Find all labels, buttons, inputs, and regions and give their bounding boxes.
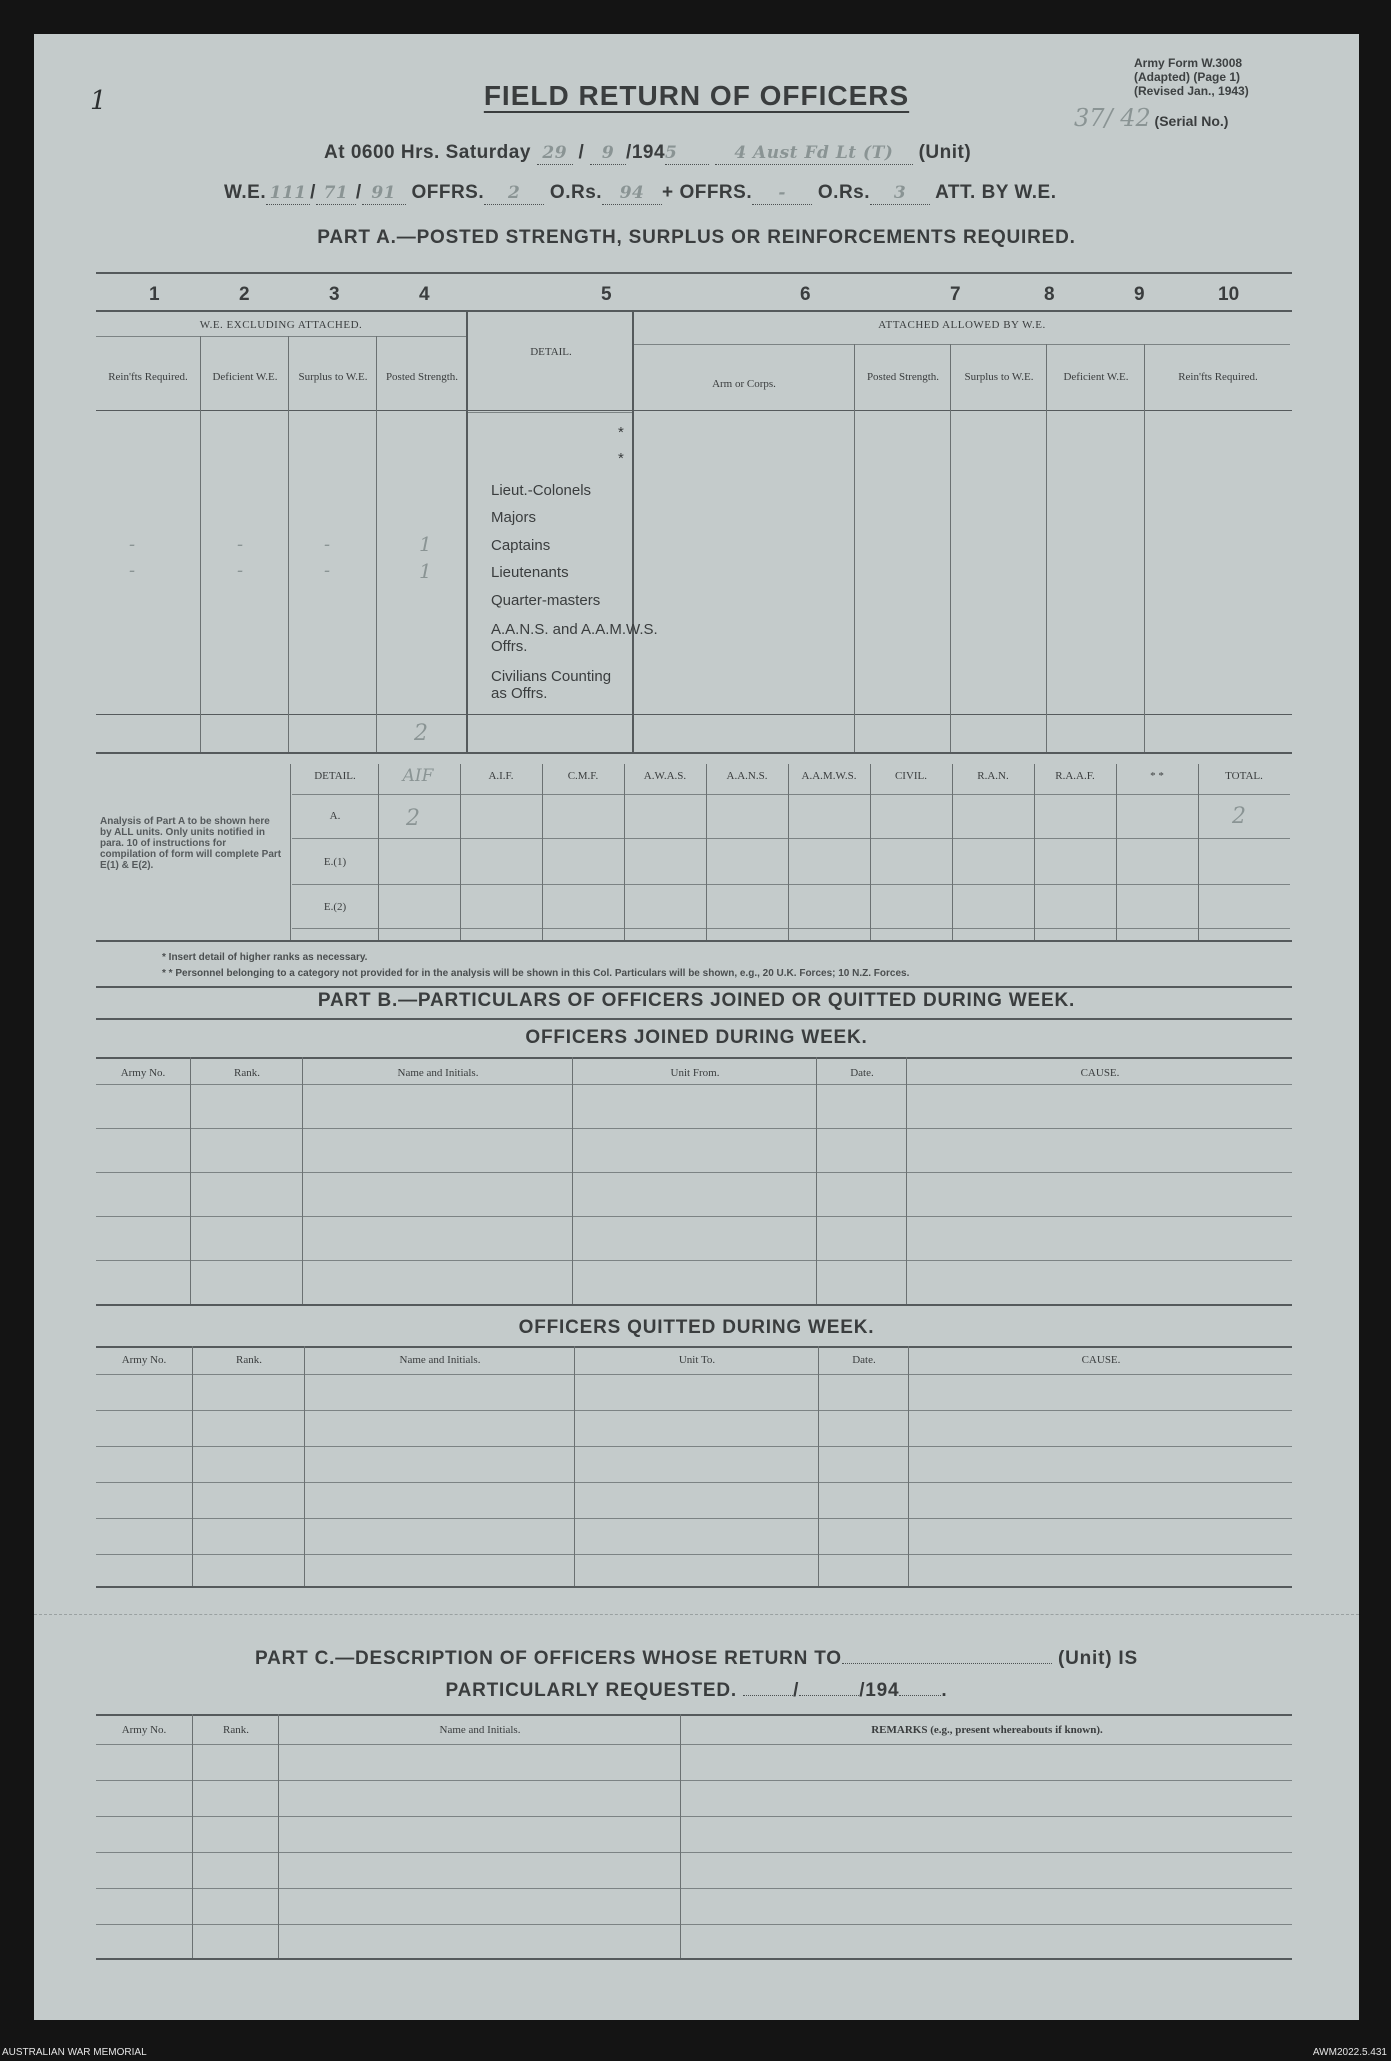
hand-dash-3: - xyxy=(237,534,244,555)
right-col-posted: Posted Strength. xyxy=(866,371,940,383)
hand-dash-1: - xyxy=(129,534,136,555)
rank-quarter-masters: Quarter-masters xyxy=(491,592,601,609)
offrs2-value: - xyxy=(778,183,786,203)
joined-title: OFFICERS JOINED DURING WEEK. xyxy=(525,1027,868,1048)
part-a-title: PART A.—POSTED STRENGTH, SURPLUS OR REINFORCEMENTS REQUIRED. xyxy=(317,227,1076,248)
offrs2-label: OFFRS. xyxy=(679,182,753,203)
serial-handwritten: 37/ 42 xyxy=(1074,104,1151,132)
form-ref-line2: (Adapted) (Page 1) xyxy=(1134,70,1241,84)
date-day: 29 xyxy=(542,143,568,163)
analysis-row-a: A. xyxy=(329,810,341,822)
form-ref-line1: Army Form W.3008 xyxy=(1134,56,1243,70)
analysis-col-aamws: A.A.M.W.S. xyxy=(801,770,857,782)
analysis-col-awas: A.W.A.S. xyxy=(643,770,687,782)
col-num-7: 7 xyxy=(950,284,961,305)
analysis-col-ran: R.A.N. xyxy=(977,770,1009,782)
quitted-col-unit-to: Unit To. xyxy=(678,1354,716,1366)
left-col-surplus: Surplus to W.E. xyxy=(298,371,368,383)
year-digit: 5 xyxy=(665,143,678,163)
joined-col-army-no: Army No. xyxy=(120,1067,166,1079)
offrs-label: OFFRS. xyxy=(411,182,485,203)
analysis-col-detail: DETAIL. xyxy=(314,770,356,782)
hand-posted-total: 2 xyxy=(414,721,428,746)
left-col-reinfts: Rein'fts Required. xyxy=(108,371,188,383)
date-month: 9 xyxy=(601,143,615,163)
unit-label: (Unit) xyxy=(918,142,972,163)
hand-lieutenants-posted: 1 xyxy=(419,559,432,583)
analysis-col-other: * * xyxy=(1150,770,1164,782)
hand-dash-6: - xyxy=(324,560,331,581)
part-c-col-name: Name and Initials. xyxy=(439,1724,521,1736)
col-num-2: 2 xyxy=(239,284,250,305)
part-c-year: /194 xyxy=(859,1680,900,1701)
hand-dash-5: - xyxy=(324,534,331,555)
form-page xyxy=(34,34,1359,2020)
col-num-1: 1 xyxy=(149,284,160,305)
right-col-surplus: Surplus to W.E. xyxy=(964,371,1034,383)
hand-dash-4: - xyxy=(237,560,244,581)
we-value-3: 91 xyxy=(371,183,397,203)
analysis-col-civil: CIVIL. xyxy=(894,770,928,782)
quitted-title: OFFICERS QUITTED DURING WEEK. xyxy=(518,1317,875,1338)
unit-handwritten: 4 Aust Fd Lt (T) xyxy=(734,143,894,163)
footer-right: AWM2022.5.431 xyxy=(1312,2047,1387,2058)
right-col-deficient: Deficient W.E. xyxy=(1063,371,1129,383)
ors2-label: O.Rs. xyxy=(817,182,871,203)
col-num-5: 5 xyxy=(601,284,612,305)
analysis-col-raaf: R.A.A.F. xyxy=(1055,770,1095,782)
analysis-row-e1: E.(1) xyxy=(323,856,347,868)
joined-col-date: Date. xyxy=(850,1067,874,1079)
joined-col-name: Name and Initials. xyxy=(397,1067,479,1079)
serial-label: (Serial No.) xyxy=(1154,113,1229,129)
part-c-title-line1 xyxy=(34,1648,1359,1670)
col-num-8: 8 xyxy=(1044,284,1055,305)
part-c-col-remarks: REMARKS (e.g., present whereabouts if known). xyxy=(871,1724,1103,1736)
attached-header: ATTACHED ALLOWED BY W.E. xyxy=(878,319,1046,331)
date-line: At 0600 Hrs. Saturday 29 / 9 /1945 4 Aust Fd Lt (T) (Unit) xyxy=(324,142,972,163)
left-col-deficient: Deficient W.E. xyxy=(212,371,278,383)
detail-header: DETAIL. xyxy=(530,346,572,358)
joined-col-unit-from: Unit From. xyxy=(670,1067,720,1079)
quitted-col-rank: Rank. xyxy=(236,1354,262,1366)
star-mark-1: * xyxy=(618,424,624,441)
hand-total-a: 2 xyxy=(1232,804,1246,829)
star-mark-2: * xyxy=(618,450,624,467)
analysis-col-total: TOTAL. xyxy=(1225,770,1263,782)
ors-value: 94 xyxy=(619,183,645,203)
we-label: W.E. xyxy=(224,182,267,203)
hand-dash-2: - xyxy=(129,560,136,581)
col-num-6: 6 xyxy=(800,284,811,305)
margin-mark: 1 xyxy=(90,86,107,116)
part-c-title: PART C.—DESCRIPTION OF OFFICERS WHOSE RETURN TO xyxy=(255,1648,842,1669)
rank-majors: Majors xyxy=(491,509,537,526)
we-value-2: 71 xyxy=(323,183,349,203)
part-c-col-army-no: Army No. xyxy=(121,1724,167,1736)
hand-captains-posted: 1 xyxy=(419,532,432,556)
ors2-value: 3 xyxy=(893,183,907,203)
rank-lieutenants: Lieutenants xyxy=(491,564,569,581)
footnote-2: * * Personnel belonging to a category not provided for in the analysis will be shown in this Col. Particulars will be shown, e.g., 20 U.K. Forces; 10 N.Z. Forces. xyxy=(162,968,910,979)
quitted-col-army-no: Army No. xyxy=(121,1354,167,1366)
rank-civilians: Civilians Counting as Offrs. xyxy=(491,668,612,702)
joined-col-cause: CAUSE. xyxy=(1080,1067,1120,1079)
part-b-title: PART B.—PARTICULARS OF OFFICERS JOINED OR QUITTED DURING WEEK. xyxy=(317,990,1076,1011)
part-c-unit-label: (Unit) IS xyxy=(1057,1648,1138,1669)
joined-col-rank: Rank. xyxy=(234,1067,260,1079)
col-num-4: 4 xyxy=(419,284,430,305)
offrs-value: 2 xyxy=(507,183,521,203)
part-c-requested: PARTICULARLY REQUESTED. xyxy=(445,1680,737,1701)
right-col-arm: Arm or Corps. xyxy=(712,378,776,390)
col-num-9: 9 xyxy=(1134,284,1145,305)
we-value-1: 111 xyxy=(269,183,307,203)
right-col-reinfts: Rein'fts Required. xyxy=(1178,371,1258,383)
analysis-col-aif: A.I.F. xyxy=(488,770,514,782)
footer-left: AUSTRALIAN WAR MEMORIAL xyxy=(2,2047,147,2058)
we-excluding-header: W.E. EXCLUDING ATTACHED. xyxy=(199,319,363,331)
at-label: At 0600 Hrs. Saturday xyxy=(324,142,531,163)
analysis-col-aans: A.A.N.S. xyxy=(726,770,768,782)
year-prefix: /194 xyxy=(626,142,666,163)
form-ref-line3: (Revised Jan., 1943) xyxy=(1134,84,1249,98)
analysis-row-e2: E.(2) xyxy=(323,901,347,913)
analysis-note: Analysis of Part A to be shown here by ALL units. Only units notified in para. 10 of instructions for compilation of form will complete Part E(1) & E(2). xyxy=(100,816,282,871)
hand-aif-a: 2 xyxy=(406,806,420,831)
footnote-1: * Insert detail of higher ranks as necessary. xyxy=(162,952,368,963)
att-label: ATT. BY W.E. xyxy=(935,182,1057,203)
ors-label: O.Rs. xyxy=(549,182,603,203)
part-a-top-rule xyxy=(96,272,1292,274)
part-c-title-line2: PARTICULARLY REQUESTED. / /194 . xyxy=(445,1680,948,1701)
left-col-posted: Posted Strength. xyxy=(385,371,459,383)
part-c-col-rank: Rank. xyxy=(223,1724,249,1736)
part-a-numbers-rule xyxy=(96,310,1292,312)
plus-sign: + xyxy=(662,182,674,203)
quitted-col-date: Date. xyxy=(852,1354,876,1366)
quitted-col-name: Name and Initials. xyxy=(399,1354,481,1366)
we-line: W.E. 111 / 71 / 91 OFFRS. 2 O.Rs. 94 + OFFRS. - O.Rs. 3 ATT. BY W.E. xyxy=(224,182,1057,203)
rank-lieut-colonels: Lieut.-Colonels xyxy=(491,482,592,499)
form-title: FIELD RETURN OF OFFICERS xyxy=(483,80,910,111)
rank-aans-aamws: A.A.N.S. and A.A.M.W.S. Offrs. xyxy=(491,621,658,655)
col-num-3: 3 xyxy=(329,284,340,305)
rank-captains: Captains xyxy=(491,537,551,554)
hand-aif-heading: AIF xyxy=(402,766,434,786)
analysis-col-cmf: C.M.F. xyxy=(567,770,599,782)
col-num-10: 10 xyxy=(1218,284,1240,305)
quitted-col-cause: CAUSE. xyxy=(1081,1354,1121,1366)
